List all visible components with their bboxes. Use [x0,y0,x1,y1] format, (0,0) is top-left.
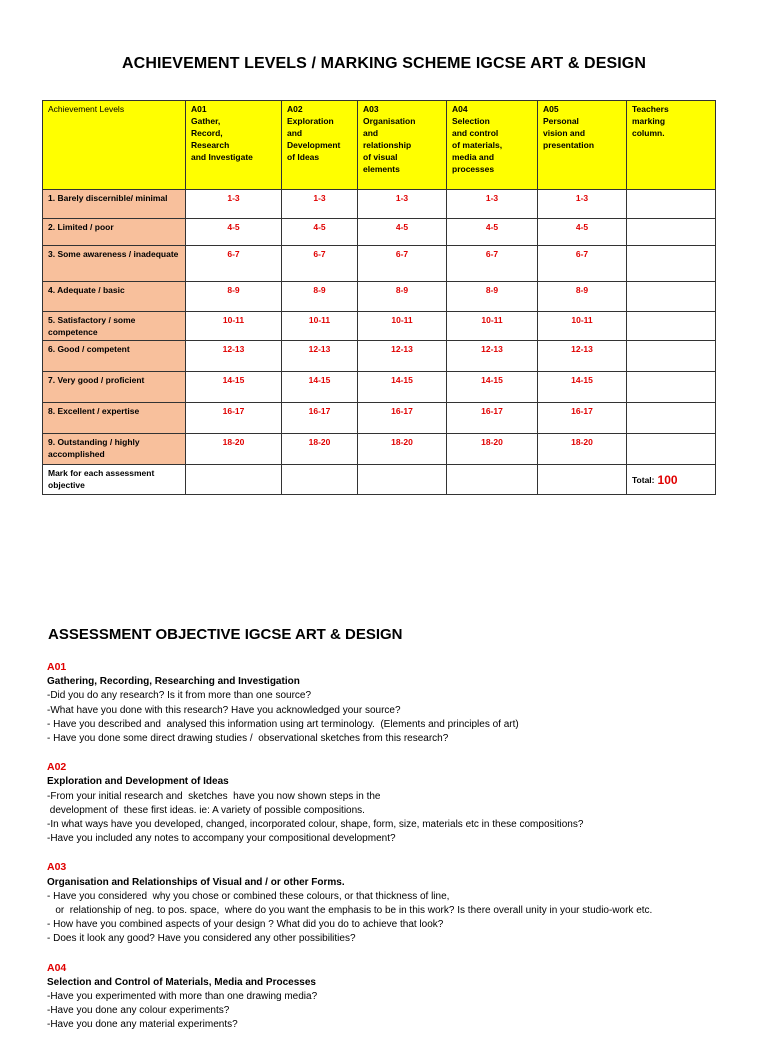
score-cell: 6-7 [282,246,358,282]
score-cell: 10-11 [282,312,358,341]
level-label: 6. Good / competent [43,341,186,372]
header-line: relationship [363,140,412,150]
header-line: Teachers [632,104,669,114]
objective-question: - Does it look any good? Have you considered any other possibilities? [47,933,356,945]
score-cell: 14-15 [282,372,358,403]
header-row [43,101,716,190]
score-cell: 6-7 [186,246,282,282]
table-row [43,190,716,219]
score-cell: 12-13 [282,341,358,372]
header-line: marking [632,116,666,126]
teacher-mark-cell [627,282,716,312]
score-cell: 8-9 [186,282,282,312]
objective-question: -In what ways have you developed, changed, incorporated colour, shape, form, size, materials etc in these compositions? [47,819,584,831]
header-line: media and [452,152,495,162]
score-cell: 8-9 [358,282,447,312]
table-row [43,403,716,434]
objective-code: A01 [47,661,67,673]
score-cell: 18-20 [186,434,282,465]
header-objective-2 [282,101,358,190]
level-label: 5. Satisfactory / some competence [43,312,186,341]
score-cell: 14-15 [358,372,447,403]
objective-mark-cell [282,465,358,495]
score-cell: 16-17 [282,403,358,434]
objective-section [47,660,762,746]
objective-question: -What have you done with this research? Have you acknowledged your source? [47,704,401,716]
objective-mark-cell [538,465,627,495]
objective-section [47,961,762,1033]
score-cell: 18-20 [447,434,538,465]
objective-mark-cell [358,465,447,495]
page-title: ACHIEVEMENT LEVELS / MARKING SCHEME IGCSE ART & DESIGN [122,55,646,72]
objective-question: or relationship of neg. to pos. space, where do you want the emphasis to be in this work? Is there overall unity in your studio-work etc. [47,905,653,917]
score-cell: 4-5 [538,219,627,246]
header-line: column. [632,128,665,138]
score-cell: 14-15 [447,372,538,403]
objective-code: A03 [47,861,67,874]
total-value: 100 [657,472,678,487]
teacher-mark-cell [627,190,716,219]
header-line: A05 [543,104,559,114]
objective-title: Gathering, Recording, Researching and Investigation [47,676,300,688]
header-line: Development [287,140,341,150]
objective-title: Exploration and Development of Ideas [47,776,229,788]
footer-row [43,465,716,495]
objective-title: Organisation and Relationships of Visual and / or other Forms. [47,876,345,888]
table-row [43,246,716,282]
score-cell: 4-5 [186,219,282,246]
level-label: 9. Outstanding / highly accomplished [43,434,186,465]
objective-section [47,860,762,946]
objective-mark-cell [186,465,282,495]
header-objective-3 [358,101,447,190]
table-row [43,434,716,465]
level-label: 1. Barely discernible/ minimal [43,190,186,219]
score-cell: 6-7 [358,246,447,282]
table-row [43,282,716,312]
objective-question: - Have you described and analysed this information using art terminology. (Elements and principles of art) [47,718,519,730]
level-label: 8. Excellent / expertise [43,403,186,434]
header-objective-4 [447,101,538,190]
score-cell: 1-3 [282,190,358,219]
level-label: 7. Very good / proficient [43,372,186,403]
header-line: A04 [452,104,468,114]
score-cell: 1-3 [186,190,282,219]
objective-question: development of these first ideas. ie: A variety of possible compositions. [47,804,365,816]
header-teachers-column [627,101,716,190]
score-cell: 4-5 [358,219,447,246]
score-cell: 12-13 [538,341,627,372]
marking-scheme-table [42,100,716,495]
score-cell: 8-9 [538,282,627,312]
header-line: and [287,128,303,138]
table-row [43,372,716,403]
objective-question: -Have you done any colour experiments? [47,1005,230,1017]
score-cell: 8-9 [447,282,538,312]
header-line: of Ideas [287,152,320,162]
header-line: of materials, [452,140,503,150]
score-cell: 10-11 [447,312,538,341]
teacher-mark-cell [627,341,716,372]
objective-title: Selection and Control of Materials, Media and Processes [47,976,316,988]
header-line: A01 [191,104,207,114]
mark-per-objective-label: Mark for each assessment objective [43,465,186,495]
header-line: and control [452,128,499,138]
table-row [43,341,716,372]
score-cell: 16-17 [538,403,627,434]
header-objective-1 [186,101,282,190]
objective-question: - Have you done some direct drawing studies / observational sketches from this research? [47,733,449,745]
score-cell: 14-15 [538,372,627,403]
score-cell: 16-17 [447,403,538,434]
header-line: A03 [363,104,379,114]
objective-question: -From your initial research and sketches have you now shown steps in the [47,790,381,802]
header-objective-5 [538,101,627,190]
level-label: 2. Limited / poor [43,219,186,246]
header-line: Organisation [363,116,416,126]
assessment-objective-heading: ASSESSMENT OBJECTIVE IGCSE ART & DESIGN [48,626,403,643]
header-line: A02 [287,104,303,114]
score-cell: 14-15 [186,372,282,403]
header-line: and [363,128,379,138]
objective-question: -Have you included any notes to accompany your compositional development? [47,833,396,845]
teacher-mark-cell [627,219,716,246]
score-cell: 18-20 [358,434,447,465]
score-cell: 6-7 [447,246,538,282]
objective-code: A04 [47,961,67,974]
objective-question: -Have you experimented with more than one drawing media? [47,991,318,1003]
header-line: processes [452,164,495,174]
score-cell: 4-5 [447,219,538,246]
header-line: Research [191,140,230,150]
score-cell: 18-20 [538,434,627,465]
teacher-mark-cell [627,372,716,403]
header-line: elements [363,164,400,174]
header-achievement-levels: Achievement Levels [43,101,186,190]
objectives-list [47,660,762,1047]
header-line: and Investigate [191,152,253,162]
score-cell: 1-3 [538,190,627,219]
score-cell: 10-11 [186,312,282,341]
score-cell: 12-13 [186,341,282,372]
teacher-mark-cell [627,403,716,434]
score-cell: 4-5 [282,219,358,246]
level-label: 4. Adequate / basic [43,282,186,312]
header-line: of visual [363,152,398,162]
objective-section [47,760,762,846]
table-row [43,312,716,341]
score-cell: 6-7 [538,246,627,282]
score-cell: 12-13 [447,341,538,372]
level-label: 3. Some awareness / inadequate [43,246,186,282]
score-cell: 16-17 [186,403,282,434]
total-cell [627,465,716,495]
score-cell: 10-11 [358,312,447,341]
objective-mark-cell [447,465,538,495]
score-cell: 16-17 [358,403,447,434]
table-row [43,219,716,246]
teacher-mark-cell [627,434,716,465]
header-line: Record, [191,128,223,138]
score-cell: 1-3 [447,190,538,219]
objective-question: -Have you done any material experiments? [47,1019,238,1031]
objective-question: -Did you do any research? Is it from more than one source? [47,690,312,702]
objective-question: - How have you combined aspects of your design ? What did you do to achieve that look? [47,919,444,931]
header-line: Personal [543,116,579,126]
score-cell: 12-13 [358,341,447,372]
header-line: Gather, [191,116,221,126]
teacher-mark-cell [627,312,716,341]
header-line: vision and [543,128,586,138]
objective-question: - Have you considered why you chose or combined these colours, or that thickness of line, [47,890,450,902]
score-cell: 1-3 [358,190,447,219]
header-line: Exploration [287,116,334,126]
teacher-mark-cell [627,246,716,282]
header-line: presentation [543,140,595,150]
score-cell: 18-20 [282,434,358,465]
score-cell: 8-9 [282,282,358,312]
score-cell: 10-11 [538,312,627,341]
header-line: Selection [452,116,490,126]
total-label: Total: [632,474,655,485]
objective-code: A02 [47,761,67,774]
